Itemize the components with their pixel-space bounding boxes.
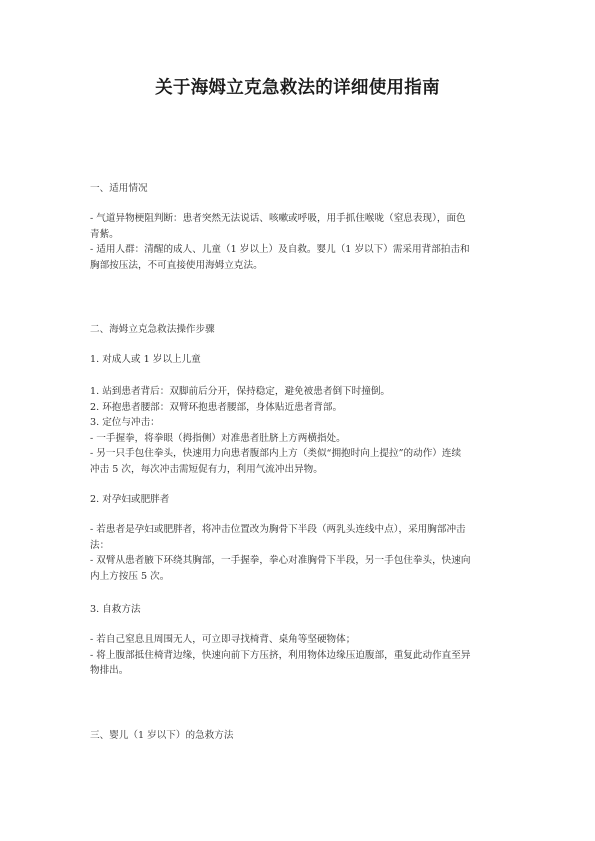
paragraph-line: - 若患者是孕妇或肥胖者，将冲击位置改为胸骨下半段（两乳头连线中点），采用胸部冲击 bbox=[90, 524, 466, 535]
section-heading-applicable-cases bbox=[90, 181, 510, 197]
paragraph-line: 内上方按压 5 次。 bbox=[90, 570, 170, 582]
subsection-heading-adult-child bbox=[90, 352, 510, 368]
paragraph-line: 冲击 5 次，每次冲击需短促有力，利用气流冲出异物。 bbox=[90, 463, 323, 475]
paragraph-line: - 气道异物梗阻判断：患者突然无法说话、咳嗽或呼吸，用手抓住喉咙（窒息表现），面色 bbox=[90, 213, 466, 224]
subsection-heading-text: 2. 对孕妇或肥胖者 bbox=[90, 494, 170, 505]
section-heading-infant bbox=[90, 728, 510, 744]
subsection-adult-child-body bbox=[90, 384, 510, 477]
paragraph-line: - 适用人群：清醒的成人、儿童（1 岁以上）及自救。婴儿（1 岁以下）需采用背部拍击和 bbox=[90, 244, 470, 255]
paragraph-line: 物排出。 bbox=[90, 665, 129, 676]
section-heading-text: 二、海姆立克急救法操作步骤 bbox=[90, 324, 215, 335]
subsection-heading-text: 3. 自救方法 bbox=[90, 604, 141, 615]
paragraph-line: 1. 站到患者背后：双脚前后分开，保持稳定，避免被患者倒下时撞倒。 bbox=[90, 386, 391, 397]
paragraph-line: - 将上腹部抵住椅背边缘，快速向前下方压挤，利用物体边缘压迫腹部，重复此动作直至异 bbox=[90, 649, 471, 661]
paragraph-line: - 若自己窒息且周围无人，可立即寻找椅背、桌角等坚硬物体； bbox=[90, 634, 356, 645]
paragraph-line: 2. 环抱患者腰部：双臂环抱患者腰部，身体贴近患者背部。 bbox=[90, 401, 343, 413]
subsection-heading-text: 1. 对成人或 1 岁以上儿童 bbox=[90, 354, 201, 365]
section-heading-text: 一、适用情况 bbox=[90, 183, 148, 194]
paragraph-line: - 另一只手包住拳头，快速用力向患者腹部内上方（类似“拥抱时向上提拉”的动作）连续 bbox=[90, 448, 462, 459]
section-heading-text: 三、婴儿（1 岁以下）的急救方法 bbox=[90, 730, 234, 741]
section-heading-procedure bbox=[90, 322, 510, 338]
subsection-heading-pregnant-obese bbox=[90, 492, 510, 508]
subsection-heading-self-rescue bbox=[90, 602, 510, 618]
section-applicable-cases-body bbox=[90, 211, 510, 273]
paragraph-line: - 双臂从患者腋下环绕其胸部，一手握拳，拳心对准胸骨下半段，另一手包住拳头，快速向 bbox=[90, 555, 471, 566]
subsection-pregnant-obese-body bbox=[90, 522, 510, 584]
paragraph-line: 3. 定位与冲击： bbox=[90, 417, 160, 428]
paragraph-line: - 一手握拳，将拳眼（拇指侧）对准患者肚脐上方两横指处。 bbox=[90, 432, 346, 444]
paragraph-line: 法： bbox=[90, 539, 110, 551]
document-title: 关于海姆立克急救法的详细使用指南 bbox=[155, 78, 440, 98]
paragraph-line: 胸部按压法，不可直接使用海姆立克法。 bbox=[90, 259, 263, 271]
paragraph-line: 青紫。 bbox=[90, 228, 119, 240]
subsection-self-rescue-body bbox=[90, 632, 510, 679]
